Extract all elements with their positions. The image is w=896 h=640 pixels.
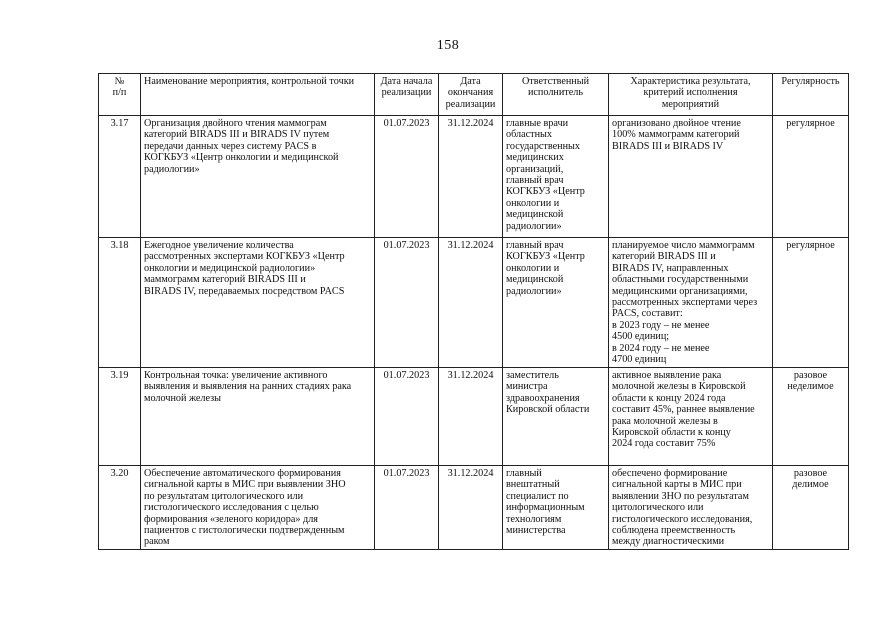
row-number: 3.19 bbox=[99, 368, 141, 466]
row-end-date: 31.12.2024 bbox=[439, 466, 503, 550]
row-responsible: главные врачи областных государственных медицинских организаций, главный врач КОГКБУЗ «Центр онкологии и медицинской радиологии» bbox=[503, 116, 609, 238]
row-name: Обеспечение автоматического формирования сигнальной карты в МИС при выявлении ЗНО по результатам цитологического или гистологического исследования с целью формирования «зеленого коридора» для пациентов с гистологически подтвержденным раком bbox=[141, 466, 375, 550]
row-result: организовано двойное чтение 100% маммограмм категорий BIRADS III и BIRADS IV bbox=[609, 116, 773, 238]
header-responsible: Ответственный исполнитель bbox=[503, 74, 609, 116]
table-header-row bbox=[99, 74, 849, 116]
row-end-date: 31.12.2024 bbox=[439, 238, 503, 368]
row-result: обеспечено формирование сигнальной карты в МИС при выявлении ЗНО по результатам цитологического или гистологического исследования, соблюдена преемственность между диагностическими bbox=[609, 466, 773, 550]
header-name: Наименование мероприятия, контрольной точки bbox=[141, 74, 375, 116]
row-number: 3.18 bbox=[99, 238, 141, 368]
row-end-date: 31.12.2024 bbox=[439, 116, 503, 238]
row-regularity: разовое неделимое bbox=[773, 368, 849, 466]
row-regularity: регулярное bbox=[773, 238, 849, 368]
row-responsible: главный внештатный специалист по информационным технологиям министерства bbox=[503, 466, 609, 550]
row-number: 3.20 bbox=[99, 466, 141, 550]
row-number: 3.17 bbox=[99, 116, 141, 238]
row-regularity: регулярное bbox=[773, 116, 849, 238]
row-name: Ежегодное увеличение количества рассмотренных экспертами КОГКБУЗ «Центр онкологии и медицинской радиологии» маммограмм категорий BIRADS III и BIRADS IV, передаваемых посредством PACS bbox=[141, 238, 375, 368]
row-start-date: 01.07.2023 bbox=[375, 368, 439, 466]
row-regularity: разовое делимое bbox=[773, 466, 849, 550]
header-num: № п/п bbox=[99, 74, 141, 116]
table-row bbox=[99, 116, 849, 238]
table-row bbox=[99, 466, 849, 550]
row-name: Контрольная точка: увеличение активного выявления и выявления на ранних стадиях рака молочной железы bbox=[141, 368, 375, 466]
row-start-date: 01.07.2023 bbox=[375, 466, 439, 550]
header-end-date: Дата окончания реализации bbox=[439, 74, 503, 116]
table-row bbox=[99, 368, 849, 466]
row-end-date: 31.12.2024 bbox=[439, 368, 503, 466]
row-result: активное выявление рака молочной железы в Кировской области к концу 2024 года составит 45%, раннее выявление рака молочной железы в Кировской области к концу 2024 года составит 75% bbox=[609, 368, 773, 466]
row-start-date: 01.07.2023 bbox=[375, 116, 439, 238]
row-responsible: заместитель министра здравоохранения Кировской области bbox=[503, 368, 609, 466]
page-number: 158 bbox=[436, 38, 460, 53]
activities-table bbox=[98, 73, 849, 550]
header-result: Характеристика результата, критерий исполнения мероприятий bbox=[609, 74, 773, 116]
table-row bbox=[99, 238, 849, 368]
header-start-date: Дата начала реализации bbox=[375, 74, 439, 116]
row-responsible: главный врач КОГКБУЗ «Центр онкологии и медицинской радиологии» bbox=[503, 238, 609, 368]
row-name: Организация двойного чтения маммограм категорий BIRADS III и BIRADS IV путем передачи данных через систему PACS в КОГКБУЗ «Центр онкологии и медицинской радиологии» bbox=[141, 116, 375, 238]
header-regularity: Регулярность bbox=[773, 74, 849, 116]
row-start-date: 01.07.2023 bbox=[375, 238, 439, 368]
row-result: планируемое число маммограмм категорий BIRADS III и BIRADS IV, направленных областными государственными медицинскими организациями, рассмотренных экспертами через PACS, составит: в 2023 году – не менее 4500 единиц; в 2024 году – не менее 4700 единиц bbox=[609, 238, 773, 368]
